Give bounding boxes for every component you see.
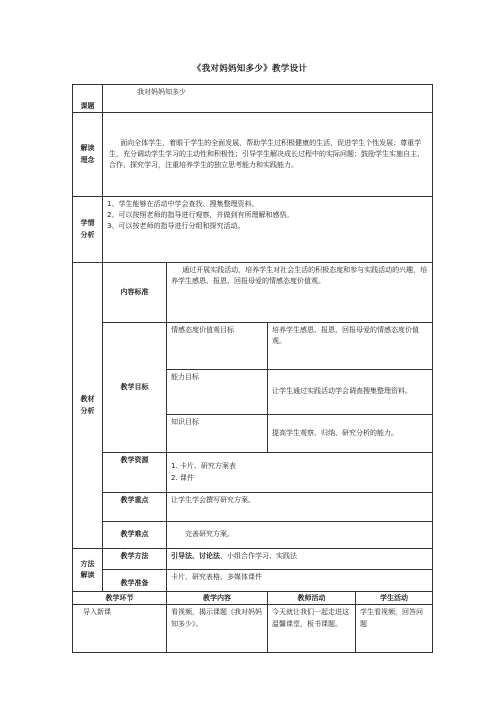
material-label: 教材 分析 (73, 263, 103, 549)
philosophy-label: 解读 理念 (73, 113, 103, 197)
process-header-content: 教学内容 (167, 592, 268, 605)
standard-row (73, 263, 433, 323)
process-row (73, 605, 433, 653)
process-stage: 导入新课 (73, 605, 167, 653)
method-row (73, 549, 433, 570)
goal-ability-text: 让学生通过实践活动学会调查搜集整理资料。 (268, 370, 433, 415)
prep-row (73, 570, 433, 592)
document-title: 《我对妈妈知多少》教学设计 (192, 64, 308, 74)
difficulty-label: 教学难点 (103, 522, 167, 549)
learners-label: 学情 分析 (73, 197, 103, 263)
learners-row (73, 197, 433, 263)
process-teacher: 今天就让我们一起走进这温馨课堂，板书课题。 (268, 605, 356, 653)
philosophy-row (73, 113, 433, 197)
process-student: 学生看视频，回答问题 (356, 605, 433, 653)
goal-knowledge-text: 提高学生观察、归纳、研究分析的能力。 (268, 415, 433, 453)
learners-item: 2、可以按照老师的指导进行观察，并做到有所理解和感悟。 (107, 211, 294, 220)
method-label: 方法 解读 (73, 549, 103, 592)
method-text-bold: 引导法、讨论法 (171, 552, 220, 560)
topic-row (73, 85, 433, 113)
learners-item: 3、可以按老师的指导进行分组和探究活动。 (107, 222, 245, 231)
method-name-label: 教学方法 (103, 549, 167, 570)
process-header-stage: 教学环节 (73, 592, 167, 605)
resource-row (73, 453, 433, 493)
learners-item: 1、学生能够在活动中学会查找、搜集整理资料。 (107, 200, 259, 208)
key-row (73, 493, 433, 522)
philosophy-text: 面向全体学生，着眼于学生的全面发展，帮助学生过积极健康的生活，促进学生个性发展；尊重学生，充分调动学生学习的主动性和积极性；引导学生解决成长过程中的实际问题；鼓励学生实施自主、合作、探究学习，注重培养学生的独立思考能力和实践能力。 (103, 113, 433, 197)
goal-row-emotion (73, 323, 433, 370)
prep-text: 卡片、研究表格、多媒体课件 (167, 570, 433, 592)
key-label: 教学重点 (103, 493, 167, 522)
resource-items (167, 453, 433, 493)
resource-item: 2. 课件 (171, 473, 194, 482)
goal-emotion-name: 情感态度价值观目标 (167, 323, 268, 370)
learners-items (103, 197, 433, 263)
process-header-teacher: 教师活动 (268, 592, 356, 605)
goal-ability-name: 能力目标 (167, 370, 268, 415)
difficulty-row (73, 522, 433, 549)
prep-label: 教学准备 (103, 570, 167, 592)
resource-label: 教学资源 (103, 453, 167, 493)
key-text: 让学生学会撰写研究方案。 (167, 493, 433, 522)
topic-value: 我对妈妈知多少 (103, 85, 433, 113)
process-content: 看视频，揭示课题《我对妈妈知多少》。 (167, 605, 268, 653)
topic-label: 课题 (73, 85, 103, 113)
goal-label: 教学目标 (103, 323, 167, 453)
difficulty-text: 完善研究方案。 (167, 522, 433, 549)
resource-item: 1. 卡片、研究方案表 (171, 462, 236, 471)
standard-label: 内容标准 (103, 263, 167, 323)
process-header-student: 学生活动 (356, 592, 433, 605)
goal-emotion-text: 培养学生感恩、报恩、回报母爱的情感态度价值观。 (268, 323, 433, 370)
standard-text: 通过开展实践活动，培养学生对社会生活的积极态度和参与实践活动的兴趣，培养学生感恩、报恩、回报母爱的情感态度价值观。 (167, 263, 433, 323)
lesson-plan-table (72, 84, 433, 653)
goal-knowledge-name: 知识目标 (167, 415, 268, 453)
method-text-rest: 、小组合作学习、实践法 (220, 552, 297, 560)
process-header-row (73, 592, 433, 605)
method-text (167, 549, 433, 570)
